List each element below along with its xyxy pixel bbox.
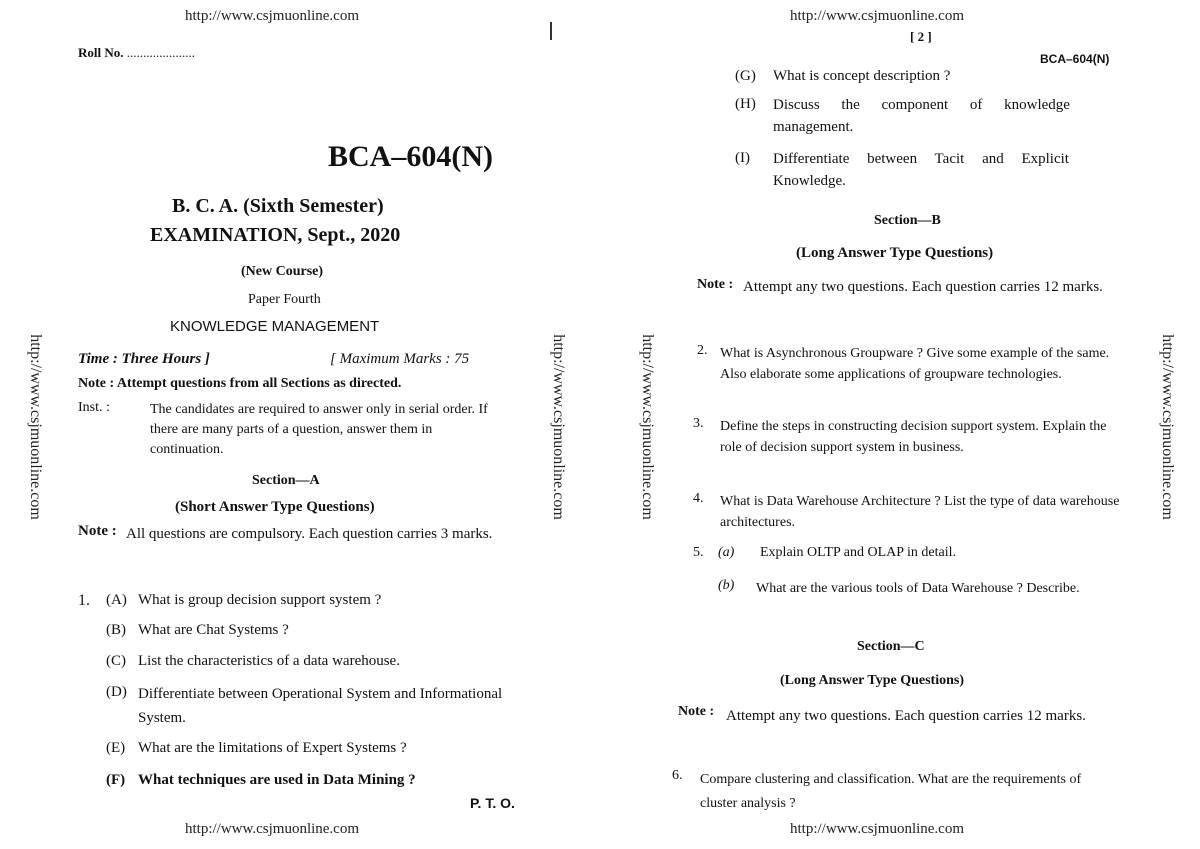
page-number: [ 2 ] [910, 29, 932, 44]
q1-text: What techniques are used in Data Mining ? [138, 772, 416, 788]
q1-text: Differentiate between Tacit and Explicit Knowledge. [773, 151, 1069, 189]
q1-label: (G) [735, 68, 756, 84]
q1-text: What are the limitations of Expert Systems ? [138, 740, 407, 756]
q5a-text: Explain OLTP and OLAP in detail. [760, 545, 956, 560]
q1-item [106, 682, 526, 730]
q1-item [106, 620, 289, 641]
section-a-type: (Short Answer Type Questions) [175, 499, 375, 515]
header-url: http://www.csjmuonline.com [790, 8, 965, 24]
course-name: B. C. A. (Sixth Semester) [172, 195, 384, 217]
q1-item [106, 651, 400, 672]
fold-mark [550, 22, 552, 40]
paper-code: BCA–604(N) [328, 140, 493, 173]
section-a-title: Section—A [252, 473, 320, 488]
roll-dots: ..................... [126, 45, 195, 60]
time-allowed: Time : Three Hours ] [78, 351, 210, 367]
inst-label: Inst. : [78, 400, 110, 415]
section-b-note-text: Attempt any two questions. Each question carries 12 marks. [743, 279, 1103, 295]
section-b-type: (Long Answer Type Questions) [796, 245, 994, 261]
section-a-note-label: Note : [78, 523, 117, 539]
q1-text: What are Chat Systems ? [138, 622, 289, 638]
q5a-label: (a) [718, 545, 735, 560]
paper-code-small: BCA–604(N) [1040, 52, 1110, 66]
q1-label: (D) [106, 684, 127, 700]
subject-title: KNOWLEDGE MANAGEMENT [170, 318, 380, 335]
q1-label: (H) [735, 96, 756, 112]
q5-number: 5. [693, 545, 704, 560]
q1-label: (B) [106, 622, 126, 638]
q2-text: What is Asynchronous Groupware ? Give some example of the same. Also elaborate some applications of groupware technologies. [720, 346, 1110, 382]
side-url-center-right: http://www.csjmuonline.com [639, 334, 656, 520]
side-url-left: http://www.csjmuonline.com [27, 334, 44, 520]
q4-number: 4. [693, 491, 704, 506]
q1-number: 1. [78, 592, 90, 609]
q6-text: Compare clustering and classification. What are the requirements of cluster analysis ? [700, 772, 1082, 811]
q6-number: 6. [672, 768, 683, 783]
side-url-right: http://www.csjmuonline.com [1159, 334, 1176, 520]
q1-item [735, 94, 1125, 138]
paper-number: Paper Fourth [248, 292, 321, 307]
header-url: http://www.csjmuonline.com [185, 8, 360, 24]
q1-label: (E) [106, 740, 126, 756]
roll-label: Roll No. [78, 45, 124, 60]
roll-number [78, 45, 195, 61]
course-type: (New Course) [241, 264, 324, 279]
q1-label: (I) [735, 150, 750, 166]
section-c-note-label: Note : [678, 704, 715, 719]
section-b-title: Section—B [874, 213, 941, 228]
q1-label: (A) [106, 592, 127, 608]
footer-url: http://www.csjmuonline.com [185, 821, 360, 837]
q1-text: Differentiate between Operational System and Informational System. [138, 686, 503, 726]
section-a-note-text: All questions are compulsory. Each question carries 3 marks. [126, 526, 493, 542]
section-c-note-text: Attempt any two questions. Each question carries 12 marks. [726, 708, 1086, 724]
q3-number: 3. [693, 416, 704, 431]
q1-item [106, 770, 416, 791]
q2-number: 2. [697, 343, 708, 358]
q1-item [106, 738, 407, 759]
section-c-type: (Long Answer Type Questions) [780, 673, 964, 688]
maximum-marks: [ Maximum Marks : 75 [330, 351, 470, 367]
q1-label: (C) [106, 653, 126, 669]
q1-item [735, 66, 950, 87]
pto-mark: P. T. O. [470, 795, 515, 811]
general-note: Note : Attempt questions from all Sections as directed. [78, 376, 402, 391]
q5b-label: (b) [718, 578, 735, 593]
q1-text: What is concept description ? [773, 68, 951, 84]
footer-url: http://www.csjmuonline.com [790, 821, 965, 837]
side-url-center-left: http://www.csjmuonline.com [550, 334, 567, 520]
q1-label: (F) [106, 772, 126, 788]
section-b-note-label: Note : [697, 277, 734, 292]
q3-text: Define the steps in constructing decision support system. Explain the role of decision support system in business. [720, 419, 1107, 455]
q1-item [106, 590, 381, 611]
q1-text: List the characteristics of a data warehouse. [138, 653, 400, 669]
inst-text: The candidates are required to answer only in serial order. If there are many parts of a question, answer them in continuation. [150, 402, 488, 457]
q4-text: What is Data Warehouse Architecture ? List the type of data warehouse architectures. [720, 494, 1120, 530]
q1-item [735, 148, 1125, 192]
exam-title: EXAMINATION, Sept., 2020 [150, 224, 401, 246]
q1-text: What is group decision support system ? [138, 592, 382, 608]
q5b-text: What are the various tools of Data Warehouse ? Describe. [756, 581, 1080, 596]
q1-text: Discuss the component of knowledge management. [773, 97, 1070, 135]
section-c-title: Section—C [857, 639, 925, 654]
